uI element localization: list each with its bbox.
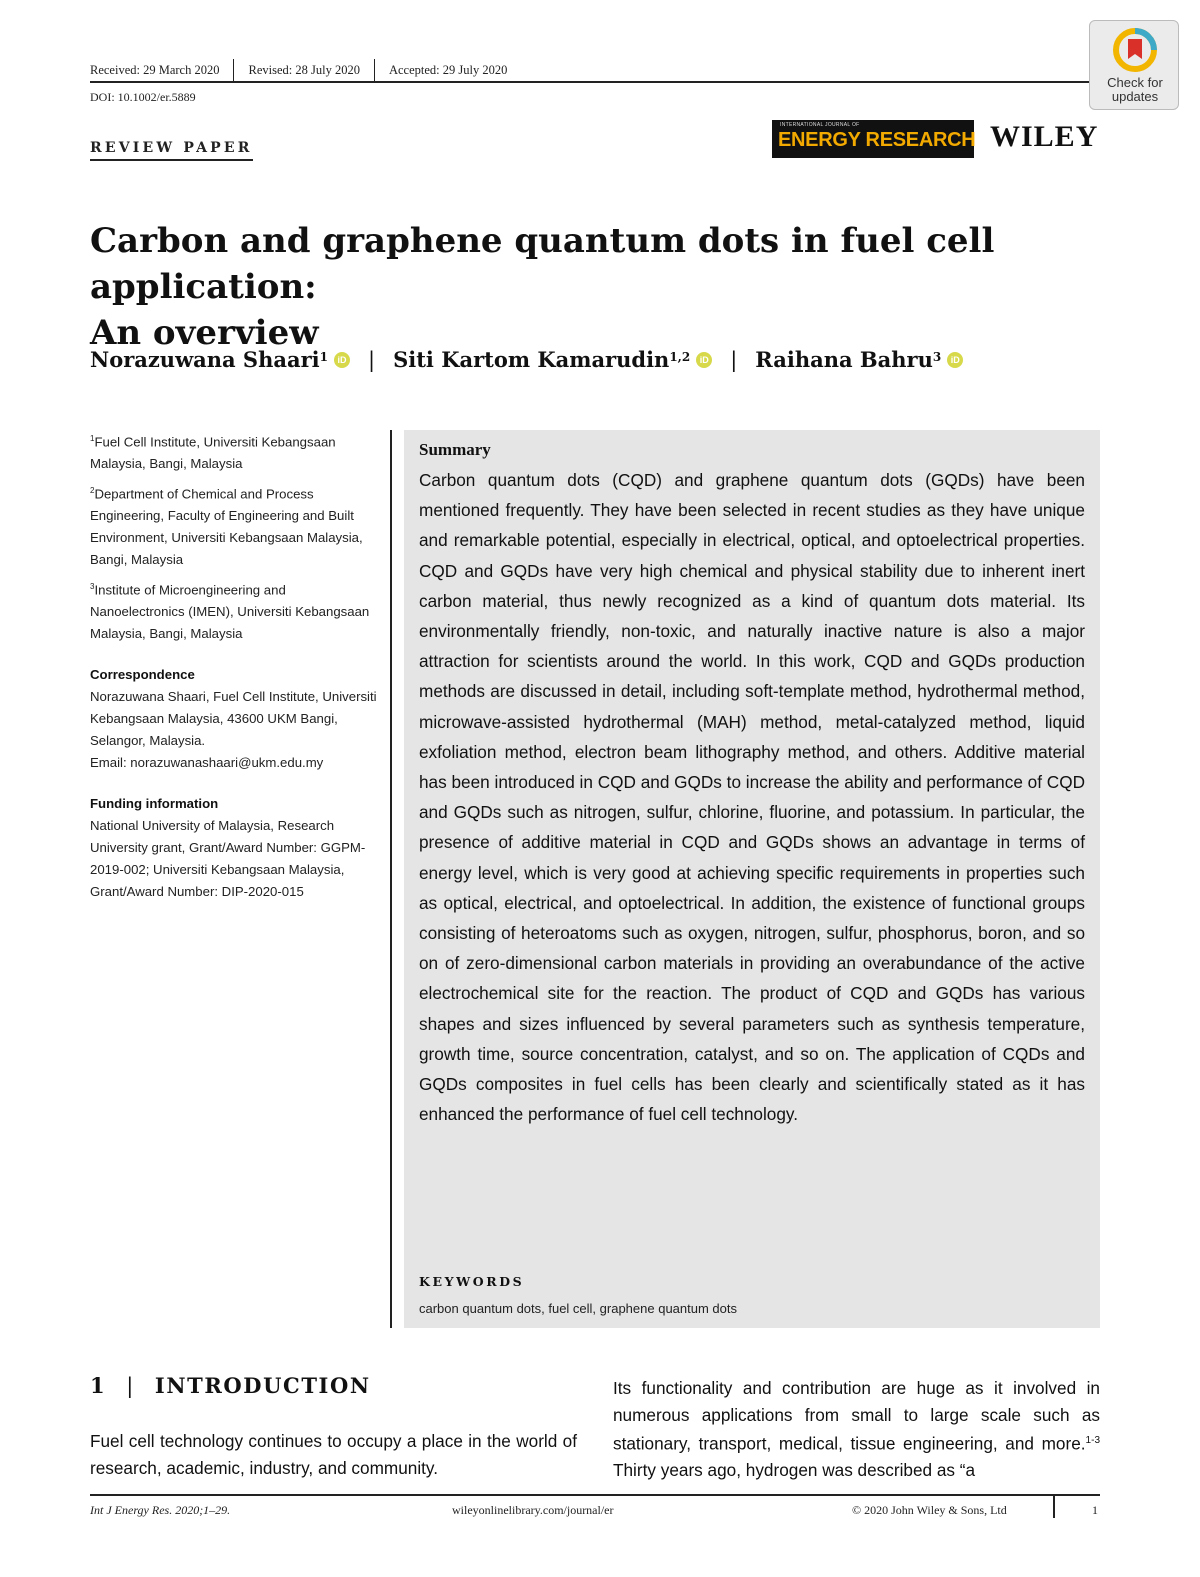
keywords-heading: KEYWORDS <box>419 1274 525 1289</box>
author-name[interactable]: Raihana Bahru <box>755 347 933 372</box>
correspondence-heading: Correspondence <box>90 667 195 683</box>
author-affiliation-number: 3 <box>932 349 942 364</box>
badge-line1: Check for <box>1107 75 1163 90</box>
journal-logo-name: ENERGY RESEARCH <box>778 129 976 151</box>
page-number: 1 <box>1092 1503 1098 1517</box>
funding-text: National University of Malaysia, Research University grant, Grant/Award Number: GGPM-2019-002; Universiti Kebangsaan Malaysia, Grant/Award Number: DIP-2020-015 <box>90 818 366 899</box>
title-line-1: Carbon and graphene quantum dots in fuel cell application: <box>90 221 995 307</box>
date-divider <box>374 59 375 81</box>
section-separator: | <box>126 1374 135 1398</box>
correspondence-text: Norazuwana Shaari, Fuel Cell Institute, Universiti Kebangsaan Malaysia, 43600 UKM Bangi, Selangor, Malaysia. <box>90 689 377 748</box>
received-date: Received: 29 March 2020 <box>90 62 220 77</box>
summary-heading: Summary <box>419 440 491 459</box>
correspondence-email[interactable]: Email: norazuwanashaari@ukm.edu.my <box>90 754 324 770</box>
footer-citation: Int J Energy Res. 2020;1–29. <box>90 1503 231 1517</box>
author-name[interactable]: Siti Kartom Kamarudin <box>393 347 670 372</box>
footer-copyright: © 2020 John Wiley & Sons, Ltd <box>852 1503 1007 1517</box>
journal-logo-subtitle: INTERNATIONAL JOURNAL OF <box>780 122 860 128</box>
section-number: 1 <box>90 1373 107 1398</box>
author-list <box>90 347 963 372</box>
section-title: INTRODUCTION <box>154 1373 371 1398</box>
citation-reference[interactable]: 1-3 <box>1085 1435 1100 1446</box>
author-name[interactable]: Norazuwana Shaari <box>90 347 320 372</box>
article-type-label: REVIEW PAPER <box>90 140 253 161</box>
intro-paragraph-right <box>613 1375 1100 1484</box>
article-info-sidebar <box>90 428 380 902</box>
journal-logo[interactable] <box>772 120 974 158</box>
doi[interactable]: DOI: 10.1002/er.5889 <box>90 90 196 104</box>
footer-divider <box>1053 1494 1055 1518</box>
revised-date: Revised: 28 July 2020 <box>248 62 360 77</box>
badge-line2: updates <box>1111 89 1159 104</box>
intro-paragraph-left: Fuel cell technology continues to occupy a place in the world of research, academic, industry, and community. <box>90 1431 577 1478</box>
accepted-date: Accepted: 29 July 2020 <box>388 62 508 77</box>
author-affiliation-number: 1 <box>319 349 328 364</box>
author-separator: | <box>730 347 738 372</box>
affiliation-number: 1 <box>90 434 95 443</box>
publication-dates <box>90 60 507 80</box>
crossmark-icon <box>1112 27 1158 73</box>
affiliation-number: 3 <box>90 581 95 591</box>
affiliation-text: Fuel Cell Institute, Universiti Kebangsaan Malaysia, Bangi, Malaysia <box>90 434 336 472</box>
affiliation-number: 2 <box>90 485 95 495</box>
affiliation <box>90 480 380 571</box>
intro-text: Thirty years ago, hydrogen was described as “a <box>613 1460 976 1481</box>
title-line-2: An overview <box>90 313 319 353</box>
orcid-icon[interactable]: iD <box>947 352 963 368</box>
keywords-text: carbon quantum dots, fuel cell, graphene quantum dots <box>419 1301 737 1316</box>
orcid-icon[interactable]: iD <box>696 352 712 368</box>
author-affiliation-number: 1,2 <box>669 349 691 364</box>
intro-text: Its functionality and contribution are huge as it involved in numerous applications from small to large scale such as stationary, transport, medical, tissue engineering, and more. <box>613 1378 1100 1454</box>
check-for-updates-badge[interactable] <box>1089 20 1179 110</box>
publisher-logo[interactable]: WILEY <box>990 120 1099 153</box>
date-divider <box>233 59 234 81</box>
section-heading-introduction <box>90 1373 371 1398</box>
footer-journal-url[interactable]: wileyonlinelibrary.com/journal/er <box>452 1503 614 1517</box>
header-rule <box>90 81 1100 83</box>
sidebar-divider <box>390 430 392 1328</box>
affiliation <box>90 428 380 475</box>
affiliation-text: Department of Chemical and Process Engineering, Faculty of Engineering and Built Environment, Universiti Kebangsaan Malaysia, Bangi, Malaysia <box>90 486 363 567</box>
summary-text: Carbon quantum dots (CQD) and graphene quantum dots (GQDs) have been mentioned frequently. They have been selected in recent studies as they have unique and remarkable potential, especially in electrical, optical, and optoelectrical properties. CQD and GQDs have very high chemical and physical stability due to inherent inert carbon material, thus newly recognized as a kind of quantum dots material. Its environmentally friendly, non-toxic, and naturally inactive nature is also a major attraction for scientists around the world. In this work, CQD and GQDs production methods are discussed in detail, including soft-template method, hydrothermal method, microwave-assisted hydrothermal (MAH) method, metal-catalyzed method, liquid exfoliation method, electron beam lithography method, and others. Additive material has been introduced in CQD and GQDs to increase the ability and performance of CQD and GQDs such as nitrogen, sulfur, chlorine, fluorine, and potassium. In particular, the presence of additive material in CQD and GQDs shows an advantage in terms of energy level, which is very good at achieving specific requirements in properties such as optical, electrical, and optoelectrical. In addition, the existence of functional groups consisting of heteroatoms such as oxygen, nitrogen, sulfur, phosphorus, boron, and so on of zero-dimensional carbon materials in providing an overabundance of the active electrochemical site for the reaction. The product of CQD and GQDs has various shapes and sizes influenced by several parameters such as synthesis temperature, growth time, source concentration, catalyst, and so on. The application of CQDs and GQDs composites in fuel cells has been clearly and scientifically stated as it has enhanced the performance of fuel cell technology. <box>419 470 1085 1125</box>
orcid-icon[interactable]: iD <box>334 352 350 368</box>
funding-heading: Funding information <box>90 796 219 812</box>
footer-rule <box>90 1494 1100 1496</box>
article-title <box>90 218 1110 356</box>
affiliation-text: Institute of Microengineering and Nanoelectronics (IMEN), Universiti Kebangsaan Malaysia, Bangi, Malaysia <box>90 581 370 641</box>
author-separator: | <box>368 347 376 372</box>
affiliation <box>90 576 380 645</box>
